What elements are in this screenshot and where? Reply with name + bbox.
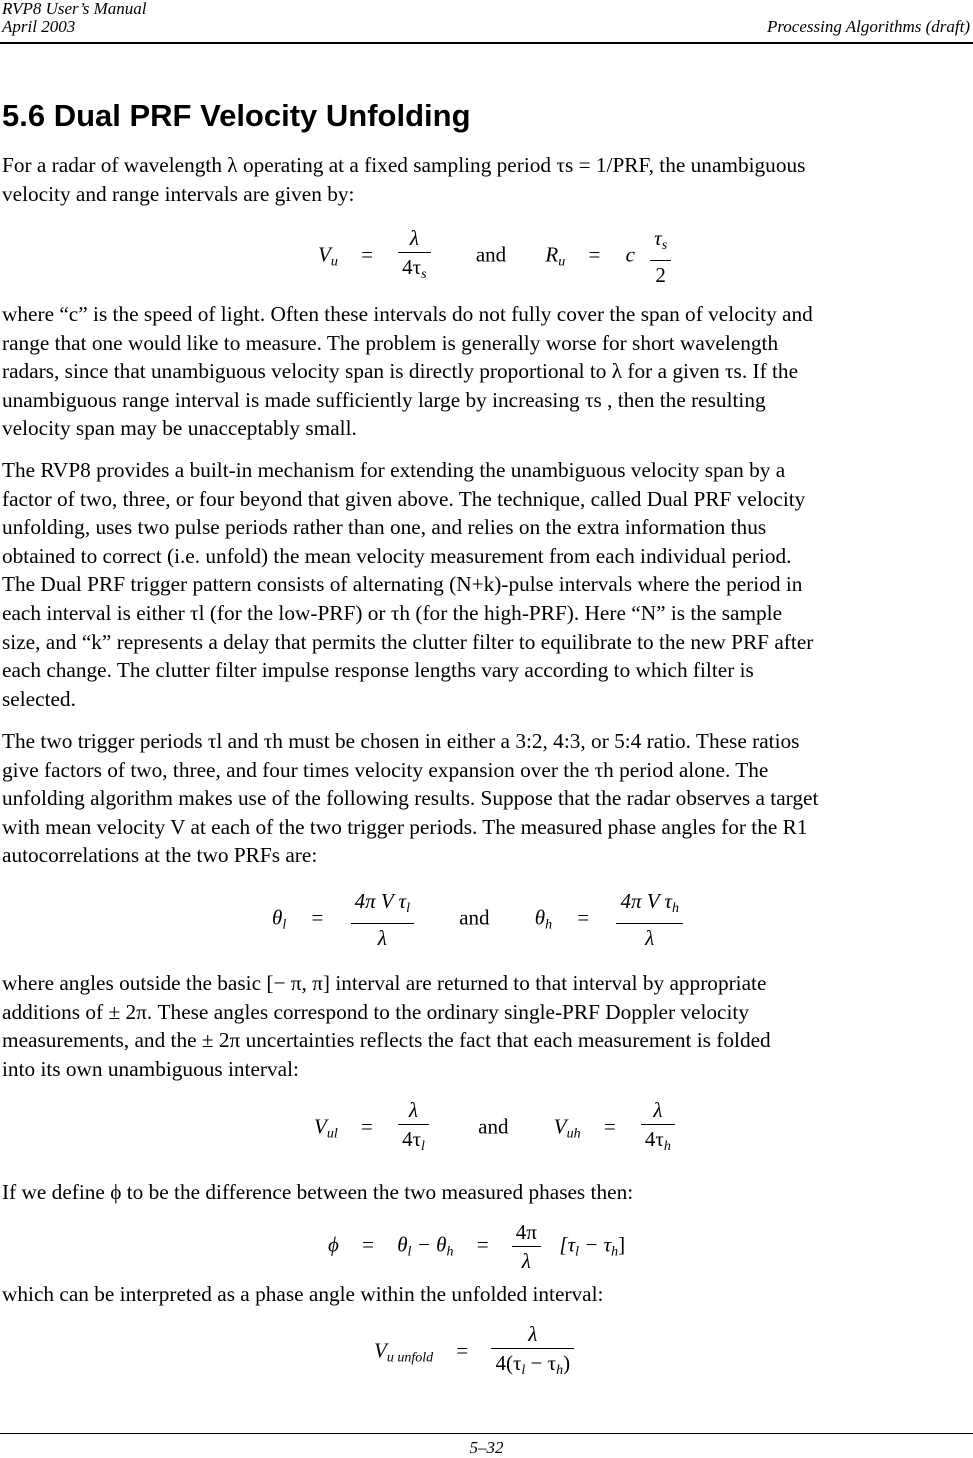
paragraph-4 (2, 727, 973, 870)
numerator: λ (641, 1098, 675, 1125)
text-line: velocity span may be unacceptably small. (2, 416, 357, 441)
eq-symbol: R (545, 242, 559, 267)
paragraph-2 (2, 300, 973, 443)
numerator: 4π V τ (354, 889, 407, 913)
fraction (351, 889, 414, 950)
numerator: λ (491, 1322, 574, 1349)
denominator: 4τ (402, 255, 422, 279)
equals-sign: = (476, 1232, 489, 1257)
chapter-title: Processing Algorithms (draft) (766, 17, 970, 36)
text-line: range that one would like to measure. The problem is generally worse for short wavelength (2, 330, 779, 355)
paragraph-1 (2, 151, 973, 208)
numerator: 4π (512, 1220, 541, 1247)
text-line: For a radar of wavelength λ operating at a fixed sampling period τs = 1/PRF, the unambiguous (2, 153, 806, 177)
text-line: velocity and range intervals are given by: (2, 181, 355, 206)
denominator: 2 (655, 263, 666, 287)
text-line: obtained to correct (i.e. unfold) the mean velocity measurement from each individual period. (2, 543, 792, 568)
text-line: size, and “k” represents a delay that permits the clutter filter to equilibrate to the new PRF after (2, 629, 814, 654)
eq-symbol: V (374, 1338, 387, 1363)
eq-symbol: ] (618, 1232, 626, 1257)
equals-sign: = (456, 1338, 469, 1363)
eq-subscript: l (282, 917, 287, 933)
fraction (650, 226, 671, 287)
eq-symbol: θ (534, 905, 546, 930)
eq-symbol: c (625, 242, 635, 267)
denominator: λ (521, 1249, 531, 1273)
denominator: λ (645, 926, 655, 950)
fraction (398, 226, 430, 287)
paragraph-6 (2, 1178, 973, 1207)
text-line: unfolding algorithm makes use of the following results. Suppose that the radar observes a target (2, 786, 819, 811)
and-word: and (475, 242, 507, 267)
equals-sign: = (588, 242, 601, 267)
eq-symbol: [τ (559, 1232, 576, 1257)
fraction (491, 1322, 574, 1383)
equals-sign: = (311, 905, 324, 930)
numerator: 4π V τ (620, 889, 672, 913)
eq-subscript: l (407, 1244, 412, 1260)
eq-symbol: ϕ (328, 1232, 339, 1257)
text-line: selected. (2, 686, 76, 711)
eq-subscript: h (545, 917, 553, 933)
fraction (512, 1220, 541, 1273)
equation-phase-angles (272, 889, 683, 950)
text-line: give factors of two, three, and four times velocity expansion over the τh period alone. The (2, 757, 769, 782)
text-line: with mean velocity V at each of the two trigger periods. The measured phase angles for the R1 (2, 814, 808, 839)
footer-rule (0, 1433, 973, 1434)
text-line: measurements, and the ± 2π uncertainties reflects the fact that each measurement is folded (2, 1028, 771, 1053)
eq-symbol: θ (397, 1232, 408, 1257)
denominator: 4(τ (495, 1351, 522, 1375)
text-line: where angles outside the basic [− π, π] interval are returned to that interval by appropriate (2, 971, 767, 995)
denominator: λ (377, 926, 387, 950)
numerator: λ (398, 1098, 429, 1125)
eq-subscript: u (330, 254, 338, 270)
fraction (641, 1098, 675, 1159)
paragraph-7 (2, 1280, 973, 1309)
header-rule (0, 42, 973, 44)
text-line: factor of two, three, or four beyond that given above. The technique, called Dual PRF velocity (2, 486, 806, 511)
numerator: λ (398, 226, 430, 253)
denominator: 4τ (402, 1127, 422, 1151)
manual-title: RVP8 User’s Manual (2, 0, 147, 18)
and-word: and (478, 1114, 509, 1139)
paragraph-3 (2, 456, 973, 713)
text-line: unfolding, uses two pulse periods rather than one, and relies on the extra information thus (2, 515, 767, 540)
eq-symbol: − τ (578, 1232, 612, 1257)
eq-subscript: uh (566, 1126, 581, 1142)
fraction (398, 1098, 429, 1159)
numerator: τ (654, 226, 662, 250)
page-number: 5–32 (469, 1438, 504, 1457)
eq-symbol: − θ (411, 1232, 447, 1257)
text-line: which can be interpreted as a phase angle within the unfolded interval: (2, 1282, 604, 1306)
equals-sign: = (361, 242, 373, 267)
eq-symbol: − τ (525, 1351, 557, 1375)
eq-subscript: h (556, 1363, 564, 1378)
eq-subscript: s (421, 267, 427, 282)
header-left (2, 0, 147, 36)
equation-velocity-range (318, 226, 671, 287)
equals-sign: = (603, 1114, 616, 1139)
denominator: 4τ (644, 1127, 664, 1151)
text-line: where “c” is the speed of light. Often these intervals do not fully cover the span of velocity and (2, 302, 813, 326)
eq-symbol: V (314, 1114, 327, 1139)
text-line: The two trigger periods τl and τh must be chosen in either a 3:2, 4:3, or 5:4 ratio. These ratios (2, 729, 800, 753)
equation-unambiguous-velocities (314, 1098, 675, 1159)
equation-phase-difference (328, 1220, 625, 1273)
text-line: each change. The clutter filter impulse response lengths vary according to which filter is (2, 658, 754, 683)
eq-symbol: V (553, 1114, 567, 1139)
equals-sign: = (360, 1114, 373, 1139)
paragraph-5 (2, 969, 973, 1083)
section-title: 5.6 Dual PRF Velocity Unfolding (2, 98, 471, 133)
text-line: The Dual PRF trigger pattern consists of alternating (N+k)-pulse intervals where the period in (2, 572, 803, 597)
eq-symbol: θ (272, 905, 283, 930)
text-line: radars, since that unambiguous velocity span is directly proportional to λ for a given τs. If the (2, 359, 799, 384)
eq-symbol: ) (563, 1351, 571, 1375)
text-line: unambiguous range interval is made sufficiently large by increasing τs , then the resulting (2, 387, 766, 412)
eq-subscript: h (446, 1244, 454, 1260)
eq-subscript: h (611, 1244, 619, 1260)
text-line: The RVP8 provides a built-in mechanism for extending the unambiguous velocity span by a (2, 458, 786, 482)
text-line: into its own unambiguous interval: (2, 1056, 299, 1081)
manual-date: April 2003 (2, 17, 76, 36)
text-line: additions of ± 2π. These angles correspond to the ordinary single-PRF Doppler velocity (2, 999, 749, 1024)
text-line: each interval is either τl (for the low-PRF) or τh (for the high-PRF). Here “N” is the sample (2, 600, 783, 625)
text-line: If we define ϕ to be the difference between the two measured phases then: (2, 1180, 634, 1204)
eq-subscript: l (421, 1139, 425, 1154)
eq-symbol: V (318, 242, 331, 267)
eq-subscript: u unfold (386, 1350, 434, 1366)
equation-unfolded-velocity (374, 1322, 574, 1383)
eq-subscript: h (671, 901, 679, 916)
eq-subscript: s (661, 238, 668, 253)
eq-subscript: ul (326, 1126, 338, 1142)
eq-subscript: l (406, 901, 410, 916)
equals-sign: = (577, 905, 590, 930)
fraction (616, 889, 683, 950)
eq-subscript: h (663, 1139, 671, 1154)
and-word: and (459, 905, 490, 930)
eq-subscript: l (521, 1363, 526, 1378)
text-line: autocorrelations at the two PRFs are: (2, 843, 318, 868)
eq-subscript: u (558, 254, 566, 270)
equals-sign: = (362, 1232, 374, 1257)
eq-subscript: l (575, 1244, 579, 1260)
